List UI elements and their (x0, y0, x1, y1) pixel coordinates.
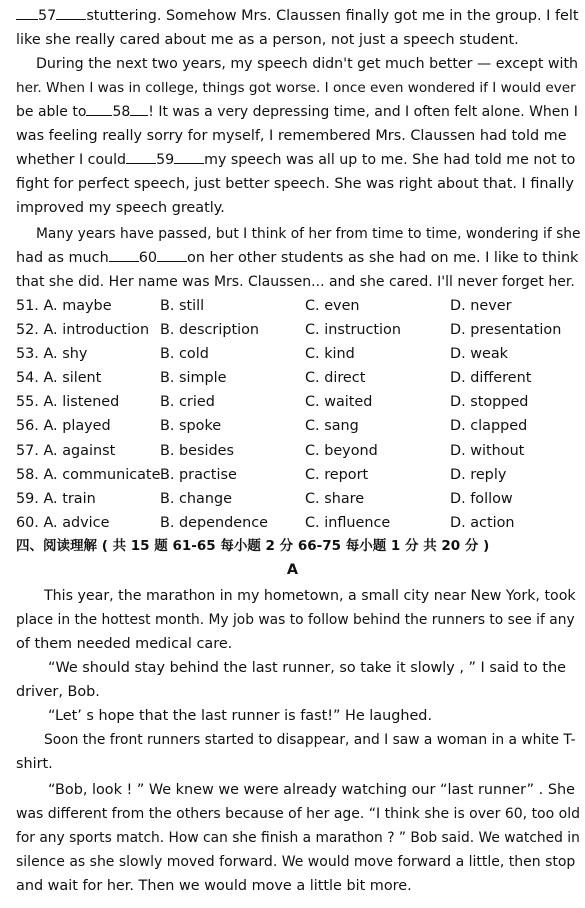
option-c: C. kind (305, 346, 355, 362)
option-a: 56. A. played (16, 418, 111, 434)
option-d: D. clapped (450, 418, 528, 434)
blank-number: 59 (156, 152, 175, 168)
option-c: C. share (305, 491, 365, 507)
option-c: C. report (305, 467, 369, 483)
option-a: 54. A. silent (16, 370, 102, 386)
option-b: B. spoke (160, 418, 222, 434)
option-b: B. cried (160, 394, 215, 410)
text-line (16, 6, 577, 26)
blank-underline (109, 261, 139, 262)
text-line: and wait for her. Then we would move a little bit more. (16, 878, 412, 894)
text-line: of them needed medical care. (16, 636, 233, 652)
option-row (16, 344, 581, 364)
text-segment: whether I could (16, 152, 127, 168)
blank-underline (56, 19, 86, 20)
text-segment: had as much (16, 250, 109, 266)
option-d: D. follow (450, 491, 513, 507)
option-row (16, 368, 581, 388)
text-segment: ! It was a very depressing time, and I often felt alone. When I (148, 104, 578, 120)
option-b: B. dependence (160, 515, 268, 531)
option-row (16, 416, 581, 436)
option-row (16, 513, 581, 533)
option-a: 55. A. listened (16, 394, 120, 410)
option-d: D. never (450, 298, 512, 314)
text-line (16, 102, 577, 122)
text-line: Many years have passed, but I think of her from time to time, wondering if she (36, 226, 581, 242)
option-row (16, 296, 581, 316)
option-a: 57. A. against (16, 443, 116, 459)
section-heading: 四、阅读理解 ( 共 15 题 61-65 每小题 2 分 66-75 每小题 1 分 共 20 分 ) (16, 538, 490, 554)
option-b: B. practise (160, 467, 237, 483)
text-line: “We should stay behind the last runner, so take it slowly , ” I said to the (48, 660, 567, 676)
text-line: place in the hottest month. My job was to follow behind the runners to see if any (16, 612, 575, 628)
option-c: C. direct (305, 370, 366, 386)
option-c: C. sang (305, 418, 359, 434)
text-segment: stuttering. Somehow Mrs. Claussen finally got me in the group. I felt (86, 8, 579, 24)
blank-number: 57 (38, 8, 57, 24)
option-row (16, 489, 581, 509)
option-d: D. presentation (450, 322, 562, 338)
text-line: like she really cared about me as a person, not just a speech student. (16, 32, 519, 48)
option-a: 53. A. shy (16, 346, 88, 362)
option-a: 52. A. introduction (16, 322, 150, 338)
text-segment: on her other students as she had on me. I like to think (187, 250, 579, 266)
text-line: that she did. Her name was Mrs. Claussen... and she cared. I'll never forget her. (16, 274, 575, 290)
option-a: 60. A. advice (16, 515, 110, 531)
option-c: C. even (305, 298, 360, 314)
option-d: D. different (450, 370, 532, 386)
option-a: 51. A. maybe (16, 298, 112, 314)
option-row (16, 465, 581, 485)
text-line: This year, the marathon in my hometown, a small city near New York, took (44, 588, 576, 604)
blank-underline (174, 163, 204, 164)
option-a: 59. A. train (16, 491, 96, 507)
blank-underline (86, 115, 112, 116)
text-line (16, 150, 577, 170)
text-line: improved my speech greatly. (16, 200, 225, 216)
option-c: C. influence (305, 515, 391, 531)
option-d: D. stopped (450, 394, 529, 410)
text-line: Soon the front runners started to disappear, and I saw a woman in a white T- (44, 732, 576, 748)
option-b: B. change (160, 491, 232, 507)
text-line: was different from the others because of her age. “I think she is over 60, too old (16, 806, 580, 822)
option-row (16, 320, 581, 340)
text-line: silence as she slowly moved forward. We would move forward a little, then stop (16, 854, 576, 870)
blank-number: 60 (138, 250, 158, 266)
blank-underline (130, 115, 148, 116)
text-line: “Let’ s hope that the last runner is fast!” He laughed. (48, 708, 433, 724)
blank-underline (126, 163, 156, 164)
option-row (16, 441, 581, 461)
option-d: D. without (450, 443, 525, 459)
passage-label: A (286, 562, 299, 578)
blank-number: 58 (112, 104, 131, 120)
option-b: B. cold (160, 346, 209, 362)
option-c: C. instruction (305, 322, 401, 338)
blank-underline (157, 261, 187, 262)
text-line: During the next two years, my speech didn't get much better — except with (36, 56, 579, 72)
option-row (16, 392, 581, 412)
option-b: B. still (160, 298, 205, 314)
text-line: her. When I was in college, things got worse. I once even wondered if I would ever (16, 80, 576, 96)
text-line: was feeling really sorry for myself, I remembered Mrs. Claussen had told me (16, 128, 567, 144)
option-c: C. waited (305, 394, 373, 410)
text-segment: be able to (16, 104, 87, 120)
option-d: D. weak (450, 346, 509, 362)
option-d: D. reply (450, 467, 507, 483)
text-segment: my speech was all up to me. She had told me not to (204, 152, 576, 168)
text-line: driver, Bob. (16, 684, 100, 700)
option-d: D. action (450, 515, 515, 531)
option-b: B. simple (160, 370, 227, 386)
text-line: “Bob, look ! ” We knew we were already watching our “last runner” . She (48, 782, 575, 798)
text-line: fight for perfect speech, just better speech. She was right about that. I finally (16, 176, 574, 192)
blank-underline (16, 19, 38, 20)
text-line: shirt. (16, 756, 53, 772)
text-line: for any sports match. How can she finish a marathon ? ” Bob said. We watched in (16, 830, 580, 846)
option-b: B. besides (160, 443, 234, 459)
option-c: C. beyond (305, 443, 378, 459)
option-b: B. description (160, 322, 260, 338)
option-a: 58. A. communicate (16, 467, 161, 483)
text-line (16, 248, 577, 268)
